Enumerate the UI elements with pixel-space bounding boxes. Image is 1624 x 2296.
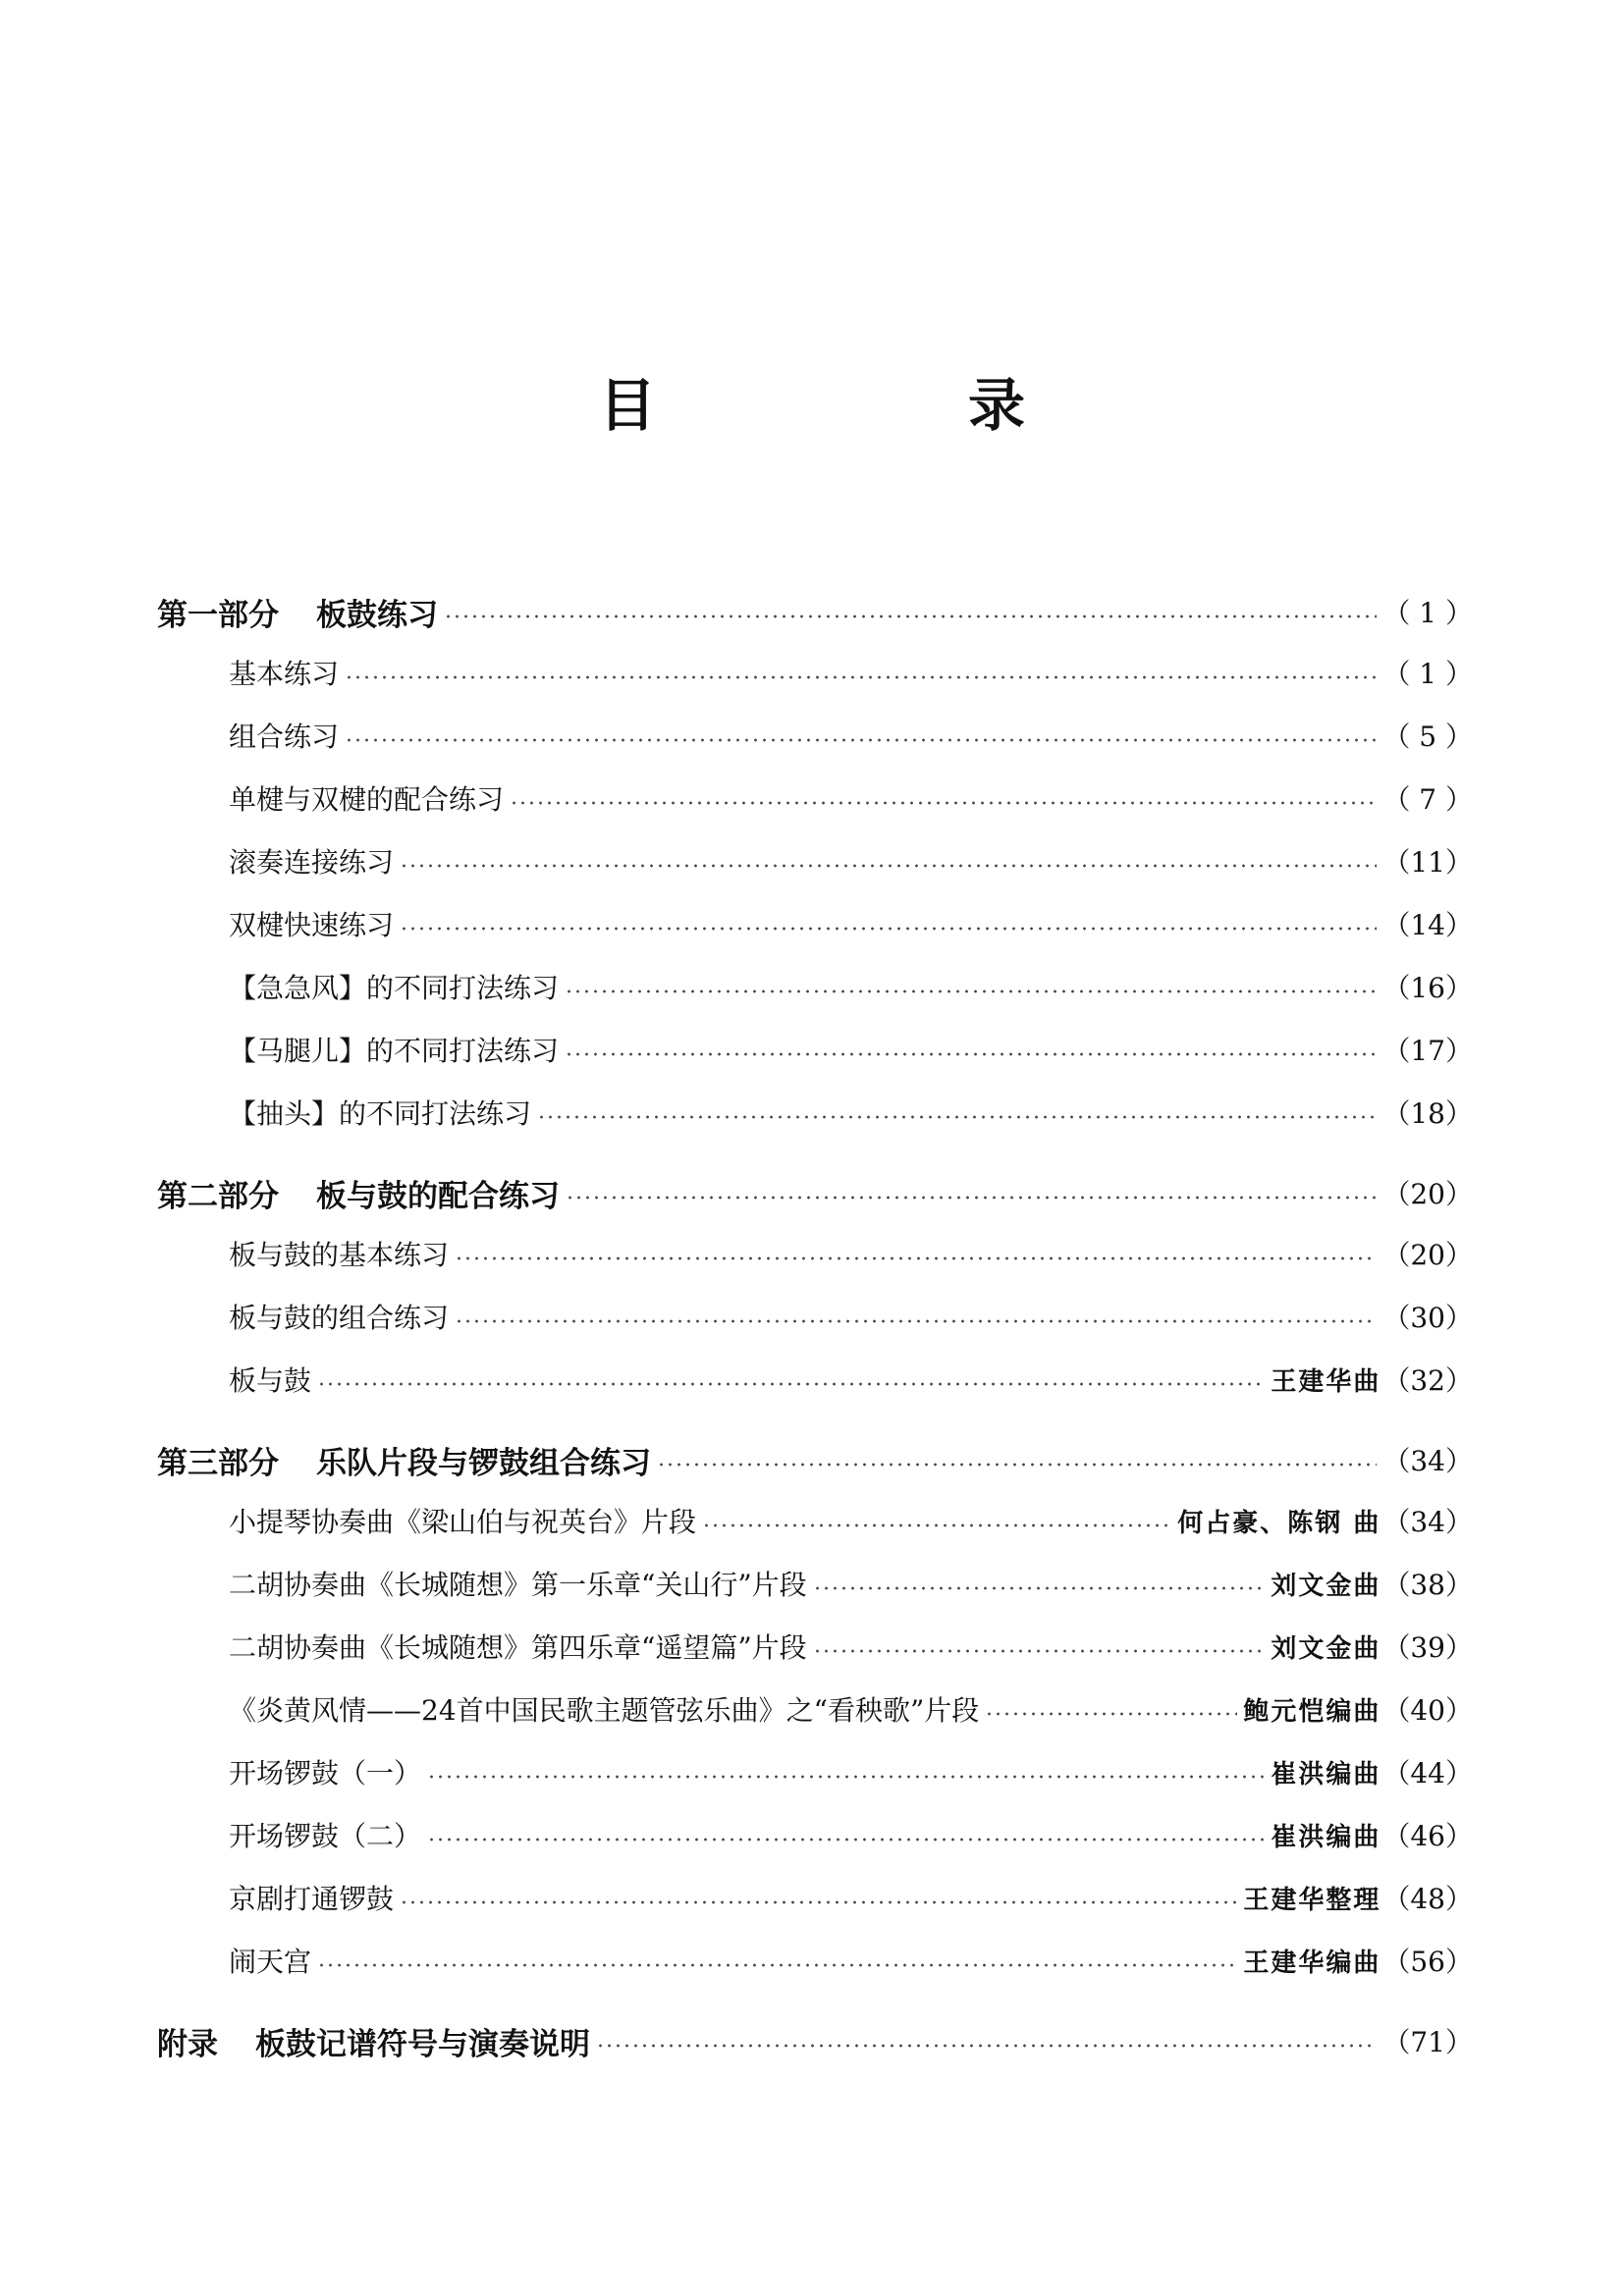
toc-entry-composer: 鲍元恺编曲 bbox=[1243, 1696, 1381, 1727]
toc-page-number: （34） bbox=[1382, 1506, 1473, 1538]
toc-page-number: （40） bbox=[1382, 1694, 1473, 1727]
toc-entry[interactable] bbox=[157, 1624, 1473, 1669]
toc-entry-composer: 何占豪、陈钢 曲 bbox=[1177, 1508, 1381, 1538]
toc-entry-composer: 刘文金曲 bbox=[1271, 1633, 1381, 1664]
toc-entry-title: 板与鼓的基本练习 bbox=[229, 1239, 450, 1271]
toc-entry-title: 基本练习 bbox=[229, 658, 340, 690]
toc-page-number: （48） bbox=[1382, 1883, 1473, 1915]
toc-entry-title: 【马腿儿】的不同打法练习 bbox=[229, 1035, 560, 1067]
dot-leader bbox=[455, 1318, 1377, 1324]
dot-leader bbox=[400, 863, 1377, 869]
toc-entry-composer: 王建华整理 bbox=[1243, 1885, 1381, 1915]
toc-entry[interactable] bbox=[157, 1498, 1473, 1543]
toc-page-number: （32） bbox=[1382, 1364, 1473, 1397]
toc-entry-title: 《炎黄风情——24首中国民歌主题管弦乐曲》之“看秧歌”片段 bbox=[229, 1694, 980, 1727]
toc-entry-title: 闹天宫 bbox=[229, 1946, 312, 1978]
dot-leader bbox=[537, 1114, 1377, 1120]
toc-entry-title: 组合练习 bbox=[229, 721, 340, 753]
toc-page-number: （39） bbox=[1382, 1631, 1473, 1664]
toc-entry-title: 小提琴协奏曲《梁山伯与祝英台》片段 bbox=[229, 1506, 697, 1538]
toc-page-number: （38） bbox=[1382, 1569, 1473, 1601]
dot-leader bbox=[427, 1774, 1265, 1780]
toc-entry[interactable] bbox=[157, 1875, 1473, 1920]
dot-leader bbox=[657, 1462, 1377, 1468]
toc-part-entry[interactable] bbox=[157, 1170, 1473, 1215]
toc-entry-composer: 王建华曲 bbox=[1271, 1366, 1381, 1397]
toc-entry[interactable] bbox=[157, 1749, 1473, 1794]
toc-entry[interactable] bbox=[157, 838, 1473, 883]
toc-entry-title: 单楗与双楗的配合练习 bbox=[229, 783, 505, 816]
toc-entry[interactable] bbox=[157, 775, 1473, 821]
toc-part-entry[interactable] bbox=[157, 589, 1473, 634]
toc-entry-title: 开场锣鼓（二） bbox=[229, 1820, 422, 1852]
toc-part-label: 第二部分 bbox=[157, 1178, 279, 1214]
toc-page-number: （18） bbox=[1382, 1097, 1473, 1130]
toc-page-number: （17） bbox=[1382, 1035, 1473, 1067]
toc-entry[interactable] bbox=[157, 901, 1473, 946]
toc-entry-title bbox=[157, 1438, 651, 1482]
toc-entry[interactable] bbox=[157, 1812, 1473, 1857]
toc-page-number: （34） bbox=[1382, 1445, 1473, 1477]
toc-page-number: （71） bbox=[1382, 2026, 1473, 2058]
toc-entry-title bbox=[157, 2019, 590, 2063]
toc-entry-title: 二胡协奏曲《长城随想》第四乐章“遥望篇”片段 bbox=[229, 1631, 807, 1664]
toc-page-number: （46） bbox=[1382, 1820, 1473, 1852]
toc-page-number: （44） bbox=[1382, 1757, 1473, 1789]
toc-page-number: （ 1 ） bbox=[1382, 597, 1473, 629]
dot-leader bbox=[813, 1585, 1266, 1591]
dot-leader bbox=[702, 1522, 1171, 1528]
toc-part-entry[interactable] bbox=[157, 2018, 1473, 2063]
toc-page-number: （20） bbox=[1382, 1239, 1473, 1271]
toc-entry[interactable] bbox=[157, 1686, 1473, 1732]
toc-entry-title bbox=[157, 1171, 560, 1215]
toc-page-number: （14） bbox=[1382, 909, 1473, 941]
toc-page-number: （ 7 ） bbox=[1382, 783, 1473, 816]
dot-leader bbox=[985, 1711, 1237, 1717]
toc-entry-title: 板与鼓 bbox=[229, 1364, 312, 1397]
dot-leader bbox=[317, 1962, 1237, 1968]
toc-entry-title: 【急急风】的不同打法练习 bbox=[229, 972, 560, 1004]
toc-entry-title: 双楗快速练习 bbox=[229, 909, 395, 941]
toc-entry[interactable] bbox=[157, 1027, 1473, 1072]
toc-page-number: （30） bbox=[1382, 1302, 1473, 1334]
toc-entry-composer: 王建华编曲 bbox=[1243, 1948, 1381, 1978]
toc-page-number: （ 5 ） bbox=[1382, 721, 1473, 753]
toc-entry[interactable] bbox=[157, 1090, 1473, 1135]
dot-leader bbox=[455, 1255, 1377, 1261]
dot-leader bbox=[566, 1195, 1377, 1201]
toc-entry[interactable] bbox=[157, 1561, 1473, 1606]
toc-part-entry[interactable] bbox=[157, 1437, 1473, 1482]
toc-entry-title: 【抽头】的不同打法练习 bbox=[229, 1097, 532, 1130]
toc-entry-title: 二胡协奏曲《长城随想》第一乐章“关山行”片段 bbox=[229, 1569, 807, 1601]
toc-entry-title bbox=[157, 590, 438, 634]
toc-entry-title: 京剧打通锣鼓 bbox=[229, 1883, 395, 1915]
toc-part-label: 第一部分 bbox=[157, 597, 279, 633]
toc-entry[interactable] bbox=[157, 1357, 1473, 1402]
toc-entry-composer: 崔洪编曲 bbox=[1271, 1759, 1381, 1789]
dot-leader bbox=[317, 1381, 1265, 1387]
toc-entry-composer: 刘文金曲 bbox=[1271, 1571, 1381, 1601]
toc-entry[interactable] bbox=[157, 1294, 1473, 1339]
toc-page-number: （20） bbox=[1382, 1178, 1473, 1210]
toc-part-title: 乐队片段与锣鼓组合练习 bbox=[316, 1445, 651, 1481]
toc-entry-title: 板与鼓的组合练习 bbox=[229, 1302, 450, 1334]
toc-entry-title: 开场锣鼓（一） bbox=[229, 1757, 422, 1789]
toc-entry-title: 滚奏连接练习 bbox=[229, 846, 395, 879]
toc-page-number: （ 1 ） bbox=[1382, 658, 1473, 690]
toc-entry-composer: 崔洪编曲 bbox=[1271, 1822, 1381, 1852]
dot-leader bbox=[565, 1051, 1377, 1057]
toc-page-number: （16） bbox=[1382, 972, 1473, 1004]
toc-entry[interactable] bbox=[157, 650, 1473, 695]
page-title: 目 录 bbox=[598, 372, 1153, 439]
dot-leader bbox=[400, 926, 1377, 932]
toc-entry[interactable] bbox=[157, 1938, 1473, 1983]
dot-leader bbox=[345, 737, 1377, 743]
toc-page-number: （11） bbox=[1382, 846, 1473, 879]
toc-part-title: 板鼓记谱符号与演奏说明 bbox=[255, 2026, 590, 2062]
toc-entry[interactable] bbox=[157, 1231, 1473, 1276]
dot-leader bbox=[565, 988, 1377, 994]
dot-leader bbox=[813, 1648, 1266, 1654]
toc-entry[interactable] bbox=[157, 964, 1473, 1009]
dot-leader bbox=[444, 614, 1377, 619]
dot-leader bbox=[427, 1837, 1265, 1842]
toc-part-title: 板鼓练习 bbox=[316, 597, 438, 633]
dot-leader bbox=[400, 1899, 1237, 1905]
toc-part-title: 板与鼓的配合练习 bbox=[316, 1178, 560, 1214]
toc-part-label: 附录 bbox=[157, 2026, 218, 2062]
dot-leader bbox=[596, 2043, 1377, 2049]
toc-page-number: （56） bbox=[1382, 1946, 1473, 1978]
toc-part-label: 第三部分 bbox=[157, 1445, 279, 1481]
dot-leader bbox=[510, 800, 1377, 806]
toc-entry[interactable] bbox=[157, 713, 1473, 758]
dot-leader bbox=[345, 674, 1377, 680]
